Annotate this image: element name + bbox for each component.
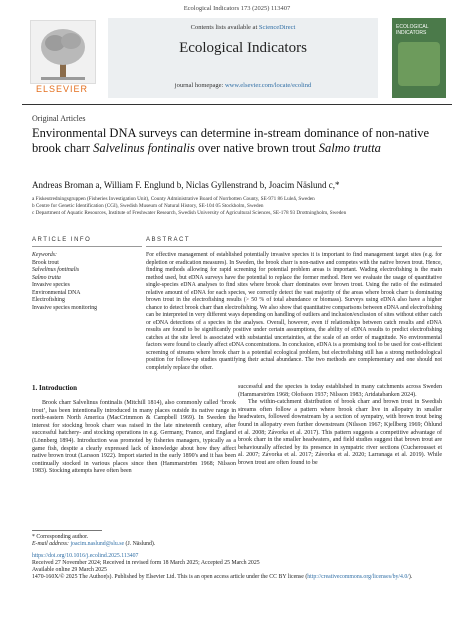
keywords-label: Keywords: (32, 252, 57, 258)
corresponding-label: * Corresponding author. (32, 534, 89, 540)
intro-paragraph-1-continued: successful and the species is today established in many catchments across Sweden (Hammarström 1968; Olofsson 1937; Nilsson 1983; Artdatabanken 2024). (238, 384, 442, 398)
title-species-1: Salvelinus fontinalis (93, 141, 195, 155)
title-part-2: over native brown trout (194, 141, 319, 155)
available-online: Available online 29 March 2025 (32, 567, 107, 573)
journal-cover-thumbnail[interactable] (392, 18, 446, 98)
keyword: Invasive species (32, 282, 70, 288)
header-divider (22, 104, 452, 105)
keyword: Environmental DNA (32, 289, 81, 296)
article-info-divider (32, 246, 142, 247)
license-line: 1470-160X/© 2025 The Author(s). Published by Elsevier Ltd. This is an open access article under the CC BY license (http://creativecommons.org/licenses/by/4.0/). (32, 574, 413, 580)
title-part-1: Environmental DNA surveys can determine in-stream dominance of non-native brook charr (32, 126, 430, 155)
author-list[interactable]: Andreas Broman a, William F. Englund b, Niclas Gyllenstrand b, Joacim Näslund c,* (32, 180, 340, 190)
affiliations (32, 196, 442, 218)
keywords-block (32, 252, 142, 312)
email-line: E-mail address: joacim.naslund@slu.se (J. Näslund). (32, 541, 156, 547)
email-link[interactable]: joacim.naslund@slu.se (70, 541, 125, 547)
homepage-prefix: journal homepage: (174, 82, 225, 89)
footnote-divider (32, 530, 102, 531)
keyword: Invasive species monitoring (32, 304, 98, 311)
section-heading-introduction: 1. Introduction (32, 384, 77, 392)
keyword: Brook trout (32, 259, 59, 266)
license-link[interactable]: http://creativecommons.org/licenses/by/4.0/ (307, 574, 409, 580)
received-dates: Received 27 November 2024; Received in revised form 18 March 2025; Accepted 25 March 2025 (32, 560, 260, 566)
contents-line (108, 24, 378, 31)
title-species-2: Salmo trutta (318, 141, 381, 155)
doi-link[interactable]: https://doi.org/10.1016/j.ecolind.2025.113407 (32, 553, 139, 559)
cover-title: ECOLOGICAL INDICATORS (396, 24, 429, 36)
article-title (32, 126, 442, 156)
abstract-label: ABSTRACT (146, 237, 191, 243)
journal-citation-line: Ecological Indicators 173 (2025) 113407 (183, 5, 291, 12)
intro-paragraph-2: The within-catchment distribution of brook charr and brown trout in Swedish streams often follow a pattern where brook charr live in allopatry in smaller headwaters, followed downstream by a section of sympatry, with brown trout being found in allopatry even further downstream (Nilsson 1967; Kjellberg 1969; Öhlund et al. 2008; Závorka et al. 2017). This pattern suggests a competitive advantage of brook charr in the smaller headwaters, and field studies suggest that brown trout are behaviourally affected by its presence in sympatric river sections (Cucherousset et al. 2007; Závorka et al. 2017; Závorka et al. 2020; Larranaga et al. 2019). While brown trout are often found to be (238, 399, 442, 466)
abstract-text: For effective management of established potentially invasive species it is important to find management target sites (e.g. for depletion or eradication measures). In Sweden, the brook charr is non-native and competes with the native brown trout. Hence, finding methods allowing for rapid screening for potential problem areas is important. Wading electrofishing is the main method used, but eDNA surveys have the potential to replace the former method. Here we evaluate the usage of quantitative single-species eDNA analyses to find sites where brook charr dominates over brown trout. Using the ratio of the estimated relative amount of eDNA for each species, we correctly detect the vast majority of the areas where brook charr is dominating brown trout in the electrofishing results (> 50 % of total abundance or biomass). Surveys using eDNA also have a higher chance to detect brook charr than electrofishing. We also show that quantitative comparisons between eDNA and electrofishing can be interpreted in very different ways depending on handling of outliers and inclusion/exclusion of sites without either catch or eDNA detections of a species in the analyses. Overall, however, even if relationships between catch results and eDNA results are found to be significantly positive under certain assumptions, the ability of eDNA results to predict electrofishing catches at the site level is associated with substantial uncertainties, at the scale of an order of magnitude. No environmental factors were found to clearly affect eDNA concentrations. In conclusion, eDNA is a promising tool to be used for cost-efficient screening of streams where brook charr is a potential ecological problem, but electrofishing still has a strong methodological position for follow-up studies quantifying their actual abundance. The two methods are complementary and one should not completely replace the other. (146, 252, 442, 371)
keyword: Salvelinus fontinalis (32, 267, 80, 273)
intro-paragraph-1: Brook charr Salvelinus fontinalis (Mitchill 1814), also commonly called ‘brook trout’, has been intentionally introduced in many places outside its native range in north-eastern North America (MacCrimmon & Campbell 1969). In Sweden the interest for stocking brook charr was raised in the late nineteenth century, after successful hatchery- and stocking operations in e.g. Germany, France, and England (Lönnberg 1894). Introduction was promoted by fisheries managers, typically as a game fish, despite a clearly expressed lack of knowledge about how they affect native brown trout (Larsson 1922). Import started in the early 1890's and it has been continually stocked in various places since then (Hammarström 1968; Nilsson 1983). Stocking attempts have often been (32, 400, 236, 475)
journal-homepage-link[interactable]: www.elsevier.com/locate/ecolind (224, 82, 312, 89)
cover-artwork (398, 42, 440, 86)
article-type: Original Articles (32, 114, 86, 123)
abstract-divider (146, 246, 442, 247)
article-info-label: ARTICLE INFO (32, 237, 92, 243)
affiliation-c: c Department of Aquatic Resources, Institute of Freshwater Research, Swedish University of Agricultural Sciences, SE-178 93 Drottningholm, Sweden (32, 210, 347, 217)
sciencedirect-link[interactable]: ScienceDirect (258, 24, 296, 31)
body-column-left (32, 400, 236, 476)
journal-masthead (108, 18, 378, 98)
contents-prefix: Contents lists available at (190, 24, 259, 31)
corresponding-author-footnote (32, 534, 332, 548)
homepage-line (108, 82, 378, 89)
affiliation-a: a Fiskeutredningsgruppen (Fisheries Investigation Unit), County Administrative Board of Norrbotten County, SE-971 86 Luleå, Sweden (32, 196, 315, 202)
journal-title: Ecological Indicators (179, 40, 307, 56)
elsevier-logo[interactable] (22, 18, 102, 98)
publication-metadata (32, 553, 452, 581)
affiliation-b: b Centre for Genetic Identification (CGI), Swedish Museum of Natural History, SE-104 05 Stockholm, Sweden (32, 203, 264, 210)
publisher-wordmark: ELSEVIER (35, 84, 89, 94)
body-column-right (238, 384, 442, 468)
keyword: Salmo trutta (32, 274, 61, 281)
elsevier-tree-icon (30, 20, 96, 84)
keyword: Electrofishing (32, 297, 65, 303)
journal-header (22, 18, 452, 98)
